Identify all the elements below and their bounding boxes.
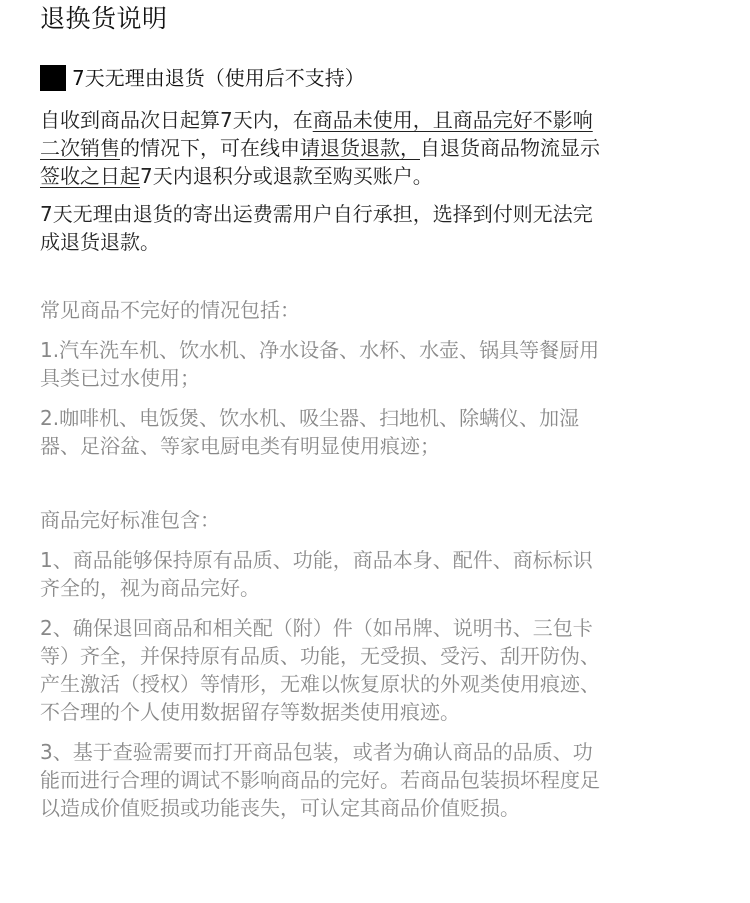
return-policy-document: [40, 0, 708, 822]
imperfect-goods-heading: [40, 296, 708, 324]
policy-text: 自收到商品次日起算7天内，在: [40, 108, 313, 132]
list-item-line: 产生激活（授权）等情形，无难以恢复原状的外观类使用痕迹、: [40, 672, 600, 696]
intact-standard-heading: [40, 506, 708, 534]
standard-item-3: [40, 738, 708, 822]
policy-underlined-text: 请退货退款，: [300, 136, 420, 160]
shipping-fee-paragraph: [40, 200, 708, 256]
policy-underlined-text: 二次销售: [40, 136, 120, 160]
policy-text: 的情况下，可在线申: [120, 136, 300, 160]
page-title: 退换货说明: [40, 4, 168, 33]
list-item-line: 以造成价值贬损或功能丧失，可认定其商品价值贬损。: [40, 796, 520, 820]
standard-item-1: [40, 546, 708, 602]
imperfect-item-1: [40, 336, 708, 392]
list-item-line: 器、足浴盆、等家电厨电类有明显使用痕迹；: [40, 434, 440, 458]
list-item-line: 不合理的个人使用数据留存等数据类使用痕迹。: [40, 700, 460, 724]
policy-line: [40, 162, 708, 190]
shipping-line: 7天无理由退货的寄出运费需用户自行承担，选择到付则无法完: [40, 202, 593, 226]
list-item-line: 1.汽车洗车机、饮水机、净水设备、水杯、水壶、锅具等餐厨用: [40, 338, 600, 362]
policy-underlined-text: 签收之日起: [40, 164, 140, 188]
section-heading-text: 7天无理由退货（使用后不支持）: [72, 66, 365, 90]
list-item-line: 等）齐全，并保持原有品质、功能，无受损、受污、刮开防伪、: [40, 644, 600, 668]
list-item-line: 3、基于查验需要而打开商品包装，或者为确认商品的品质、功: [40, 740, 593, 764]
policy-text: 7天内退积分或退款至购买账户。: [140, 164, 433, 188]
policy-text: 自退货商品物流显示: [420, 136, 600, 160]
imperfect-heading-text: 常见商品不完好的情况包括：: [40, 298, 300, 322]
policy-line: [40, 134, 708, 162]
return-policy-paragraph: [40, 106, 708, 190]
list-item-line: 具类已过水使用；: [40, 366, 200, 390]
list-item-line: 2.咖啡机、电饭煲、饮水机、吸尘器、扫地机、除螨仪、加湿: [40, 406, 580, 430]
policy-line: [40, 106, 708, 134]
square-bullet-icon: [40, 65, 66, 91]
standard-item-2: [40, 614, 708, 726]
list-item-line: 能而进行合理的调试不影响商品的完好。若商品包装损坏程度足: [40, 768, 600, 792]
shipping-line: 成退货退款。: [40, 230, 160, 254]
section-heading: [40, 64, 708, 92]
list-item-line: 齐全的，视为商品完好。: [40, 576, 260, 600]
list-item-line: 2、确保退回商品和相关配（附）件（如吊牌、说明书、三包卡: [40, 616, 593, 640]
imperfect-item-2: [40, 404, 708, 460]
policy-underlined-text: 商品未使用，且商品完好不影响: [312, 108, 593, 132]
list-item-line: 1、商品能够保持原有品质、功能，商品本身、配件、商标标识: [40, 548, 593, 572]
standard-heading-text: 商品完好标准包含：: [40, 508, 220, 532]
